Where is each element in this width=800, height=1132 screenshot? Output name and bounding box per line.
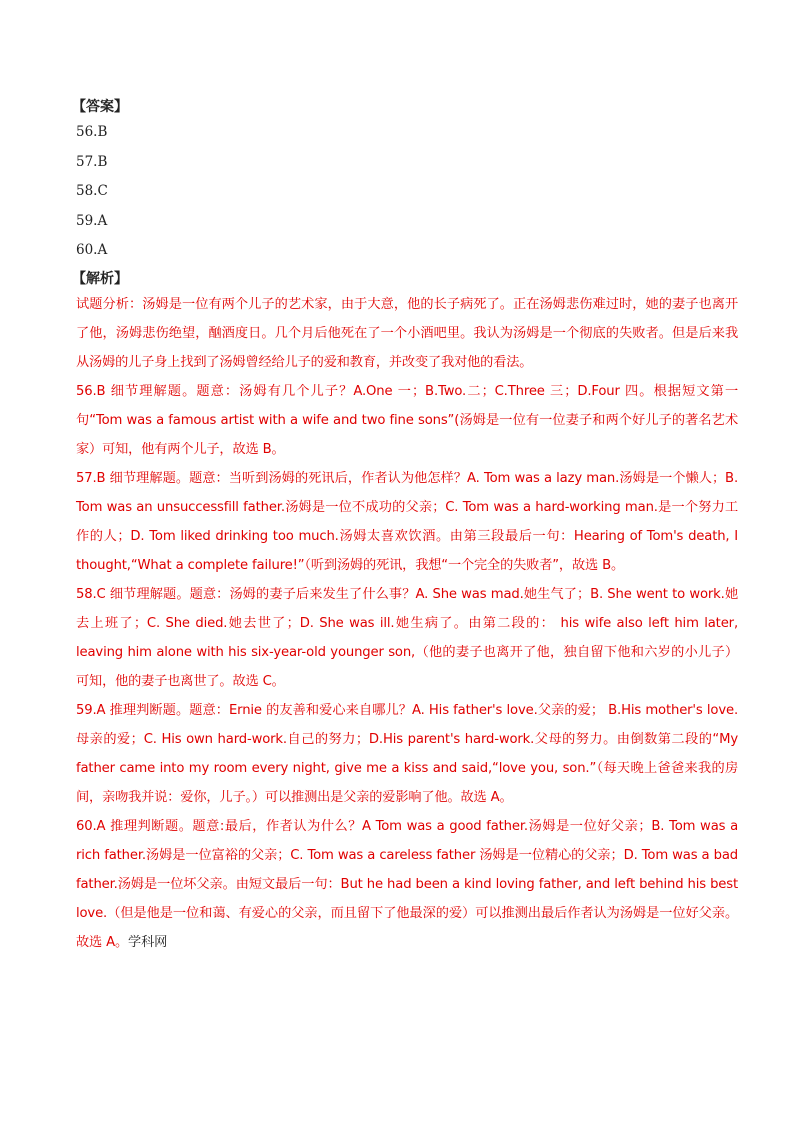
- analysis-summary: 试题分析：汤姆是一位有两个儿子的艺术家，由于大意，他的长子病死了。正在汤姆悲伤难过时，她的妻子也离开了他，汤姆悲伤绝望，酗酒度日。几个月后他死在了一个小酒吧里。我认为汤姆是一个彻底的失败者。但是后来我从汤姆的儿子身上找到了汤姆曾经给儿子的爱和教育，并改变了我对他的看法。: [76, 296, 738, 370]
- analysis-body: [76, 290, 738, 957]
- answer-60: 60.A: [76, 242, 108, 259]
- explanation-59: 59.A 推理判断题。题意：Ernie 的友善和爱心来自哪儿？A. His father's love.父亲的爱； B.His mother's love.母亲的爱；C. His own hard-work.自己的努力；D.His parent's hard-work.父母的努力。由倒数第二段的“My father came into my room every night, give me a kiss and said,“love you, son.”（每天晚上爸爸来我的房间，亲吻我并说：爱你，儿子。）可以推测出是父亲的爱影响了他。故选 A。: [76, 702, 738, 805]
- analysis-heading: 【解析】: [72, 270, 128, 287]
- answer-57: 57.B: [76, 153, 108, 170]
- explanation-58: 58.C 细节理解题。题意：汤姆的妻子后来发生了什么事？A. She was mad.她生气了；B. She went to work.她去上班了；C. She died.她去世了；D. She was ill.她生病了。由第二段的： his wife also left him later, leaving him alone with his six-year-old younger son,（他的妻子也离开了他，独自留下他和六岁的小儿子）可知，他的妻子也离世了。故选 C。: [76, 586, 738, 689]
- explanation-60-text: 60.A 推理判断题。题意:最后，作者认为什么？A Tom was a good father.汤姆是一位好父亲；B. Tom was a rich father.汤姆是一位富裕的父亲；C. Tom was a careless father 汤姆是一位精心的父亲；D. Tom was a bad father.汤姆是一位坏父亲。由短文最后一句：But he had been a kind loving father, and left behind his best love.（但是他是一位和蔼、有爱心的父亲，而且留下了他最深的爱）可以推测出最后作者认为汤姆是一位好父亲。故选 A。: [76, 818, 738, 950]
- answer-heading: 【答案】: [72, 99, 128, 115]
- site-mark: 学科网: [128, 934, 168, 950]
- answer-56: 56.B: [76, 124, 108, 140]
- explanation-57: 57.B 细节理解题。题意：当听到汤姆的死讯后，作者认为他怎样？A. Tom was a lazy man.汤姆是一个懒人；B. Tom was an unsuccessfill father.汤姆是一位不成功的父亲；C. Tom was a hard-working man.是一个努力工作的人；D. Tom liked drinking too much.汤姆太喜欢饮酒。由第三段最后一句：Hearing of Tom's death, I thought,“What a complete failure!”（听到汤姆的死讯，我想“一个完全的失败者”，故选 B。: [76, 470, 738, 573]
- explanation-60: [76, 812, 738, 957]
- answer-59: 59.A: [76, 212, 108, 229]
- answer-58: 58.C: [76, 183, 108, 200]
- document-page: [72, 96, 738, 957]
- explanation-56: 56.B 细节理解题。题意：汤姆有几个儿子？A.One 一；B.Two.二；C.Three 三；D.Four 四。根据短文第一句“Tom was a famous artist with a wife and two fine sons”(汤姆是一位有一位妻子和两个好儿子的著名艺术家）可知，他有两个儿子，故选 B。: [76, 383, 738, 457]
- answer-list: [76, 118, 738, 266]
